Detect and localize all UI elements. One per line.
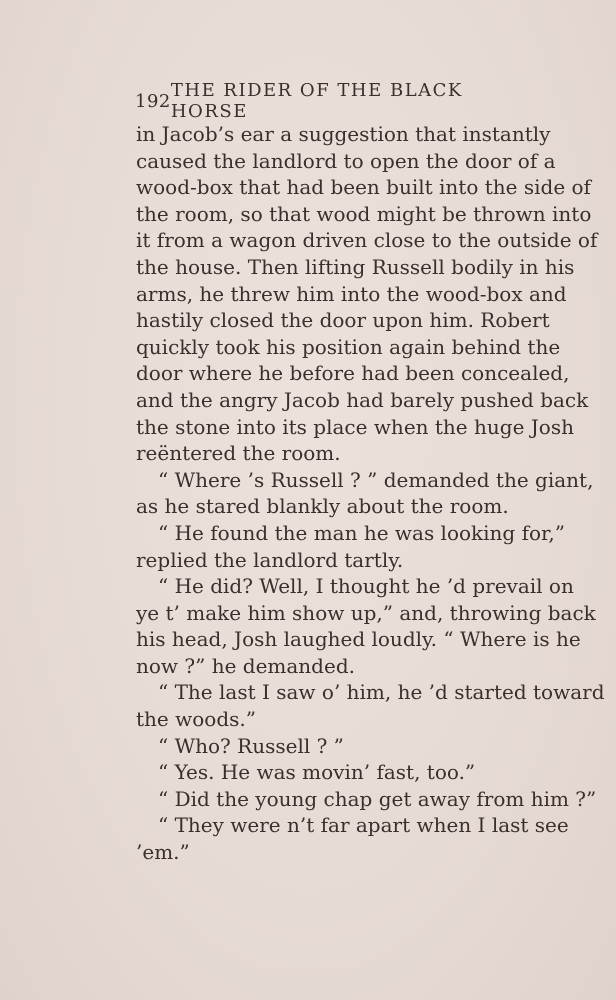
page-number: 192: [135, 90, 171, 112]
text-line: the woods.”: [136, 707, 256, 732]
running-header: [135, 80, 535, 122]
text-line: the room, so that wood might be thrown into: [136, 201, 592, 226]
text-line: “ He found the man he was looking for,”: [158, 520, 565, 545]
text-line: ’em.”: [136, 840, 190, 865]
text-line: caused the landlord to open the door of a: [136, 148, 556, 173]
text-line: “ Where ’s Russell ? ” demanded the giant,: [158, 467, 594, 492]
text-line: door where he before had been concealed,: [136, 361, 570, 386]
text-line: and the angry Jacob had barely pushed back: [136, 387, 589, 412]
text-line: quickly took his position again behind the: [136, 334, 561, 359]
text-line: the stone into its place when the huge Josh: [136, 414, 574, 439]
running-title: THE RIDER OF THE BLACK HORSE: [170, 80, 463, 122]
body-text: [136, 121, 605, 866]
text-line: “ Who? Russell ? ”: [158, 733, 344, 758]
text-line: now ?” he demanded.: [136, 653, 355, 678]
text-line: “ They were n’t far apart when I last see: [158, 813, 569, 838]
text-line: arms, he threw him into the wood-box and: [136, 281, 567, 306]
text-line: it from a wagon driven close to the outside of: [136, 228, 598, 253]
text-line: as he stared blankly about the room.: [136, 494, 509, 519]
text-line: reëntered the room.: [136, 441, 341, 466]
text-line: “ Yes. He was movin’ fast, too.”: [158, 760, 476, 785]
text-line: “ He did? Well, I thought he ’d prevail on: [158, 574, 574, 599]
text-line: hastily closed the door upon him. Robert: [136, 308, 550, 333]
text-line: ye t’ make him show up,” and, throwing back: [136, 600, 596, 625]
text-line: the house. Then lifting Russell bodily in his: [136, 254, 575, 279]
text-line: in Jacob’s ear a suggestion that instantly: [136, 122, 551, 146]
text-line: replied the landlord tartly.: [136, 547, 404, 572]
text-line: “ The last I saw o’ him, he ’d started toward: [158, 680, 605, 705]
text-line: “ Did the young chap get away from him ?”: [158, 786, 597, 811]
text-line: wood-box that had been built into the side of: [136, 175, 591, 200]
text-line: his head, Josh laughed loudly. “ Where is he: [136, 627, 581, 652]
